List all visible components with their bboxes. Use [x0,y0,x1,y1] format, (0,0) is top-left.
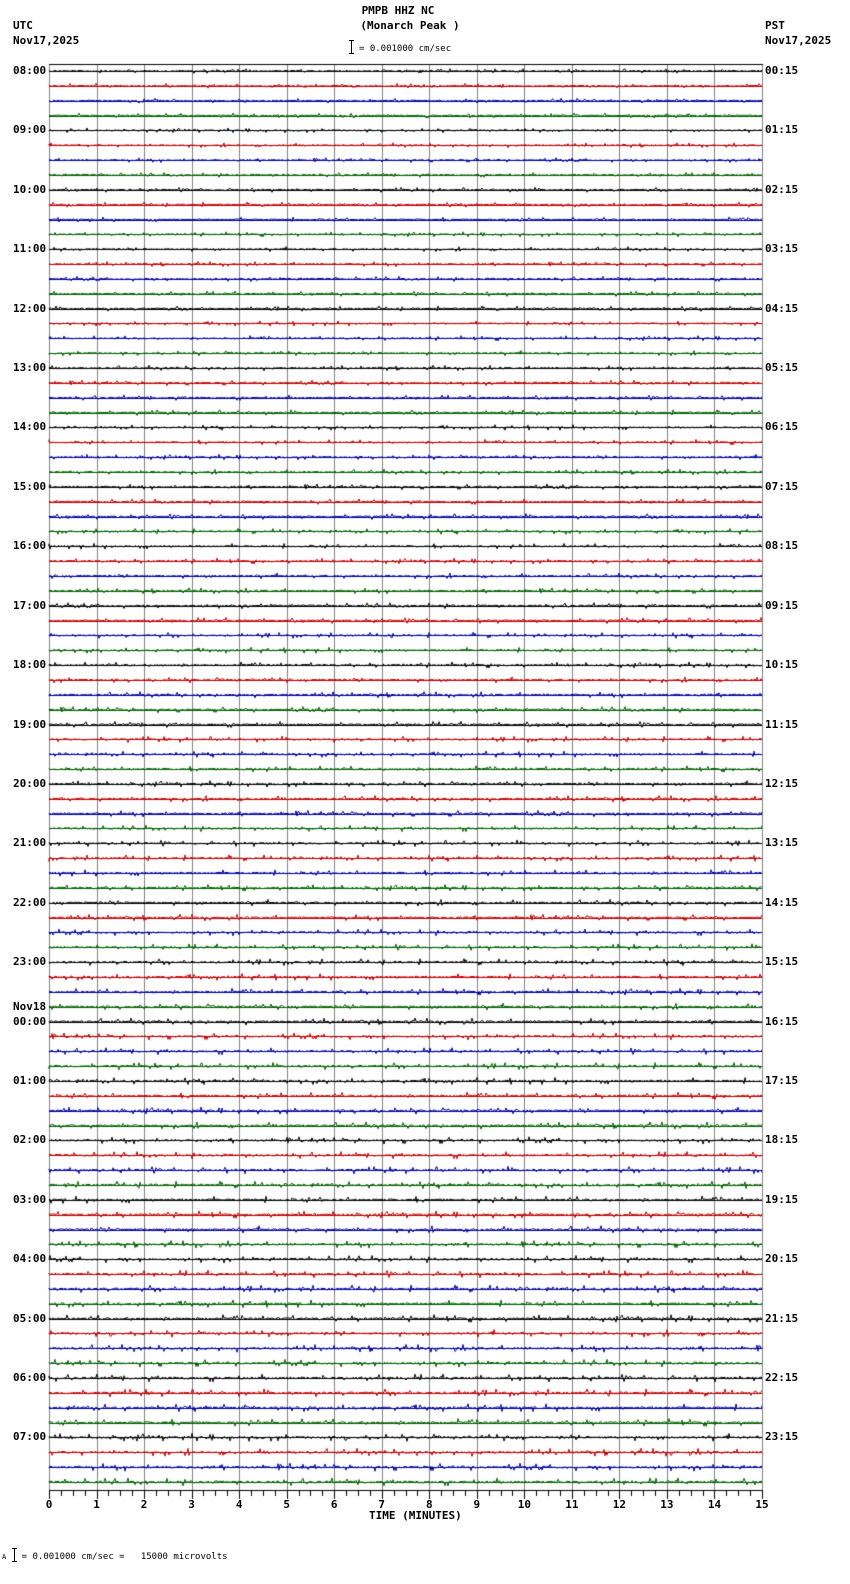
utc-hour-label: 01:00 [13,1073,47,1087]
utc-hour-label: 08:00 [13,64,47,77]
utc-hour-label: 04:00 [13,1252,47,1266]
utc-hour-label: 23:00 [13,955,47,969]
left-timezone: UTC [13,19,33,32]
utc-hour-label: 11:00 [13,242,47,256]
scale-bar-icon [12,1548,17,1562]
pst-hour-label: 07:15 [765,479,799,493]
x-tick-label: 5 [283,1498,290,1511]
scale-bar-icon [349,40,354,54]
utc-hour-label: 00:00 [13,1014,47,1028]
x-tick-label: 7 [378,1498,386,1511]
pst-hour-label: 15:15 [765,955,799,969]
pst-hour-label: 02:15 [765,182,799,196]
pst-hour-label: 12:15 [765,776,799,790]
utc-date-label: Nov18 [13,999,47,1013]
x-tick-label: 8 [425,1498,433,1511]
footer-prefix: A [2,1553,7,1561]
utc-hour-label: 21:00 [13,836,47,850]
pst-hour-label: 00:15 [765,64,799,77]
footer-scale-text: = 0.001000 cm/sec = 15000 microvolts [21,1552,228,1562]
station-code: PMPB HHZ NC [361,4,435,17]
x-tick-label: 2 [140,1498,148,1511]
utc-hour-label: 22:00 [13,895,47,909]
pst-hour-label: 03:15 [765,242,799,256]
station-name: (Monarch Peak ) [360,19,460,32]
utc-hour-label: 03:00 [13,1192,47,1206]
utc-hour-label: 07:00 [13,1430,47,1444]
utc-hour-label: 05:00 [13,1311,47,1325]
x-tick-label: 9 [473,1498,481,1511]
footer-scale [2,1548,228,1563]
utc-hour-label: 20:00 [13,776,47,790]
pst-hour-label: 09:15 [765,598,799,612]
utc-hour-label: 02:00 [13,1133,47,1147]
pst-hour-label: 08:15 [765,539,799,553]
pst-hour-label: 19:15 [765,1192,799,1206]
utc-hour-label: 19:00 [13,717,47,731]
pst-hour-label: 14:15 [765,895,799,909]
pst-hour-label: 01:15 [765,123,799,137]
x-tick-label: 10 [517,1498,531,1511]
pst-hour-label: 16:15 [765,1014,799,1028]
x-tick-label: 1 [93,1498,100,1511]
pst-hour-label: 13:15 [765,836,799,850]
x-tick-label: 12 [612,1498,627,1511]
header-scale-text: = 0.001000 cm/sec [359,44,452,54]
x-tick-label: 13 [660,1498,674,1511]
utc-hour-label: 09:00 [13,123,47,137]
utc-hour-label: 06:00 [13,1371,47,1385]
utc-hour-label: 10:00 [13,182,47,196]
utc-hour-label: 16:00 [13,539,47,553]
left-date: Nov17,2025 [13,34,80,47]
pst-hour-label: 20:15 [765,1252,799,1266]
right-timezone: PST [765,19,785,32]
pst-hour-label: 21:15 [765,1311,799,1325]
pst-hour-label: 04:15 [765,301,799,315]
pst-hour-label: 17:15 [765,1073,799,1087]
x-axis-title: TIME (MINUTES) [369,1509,462,1522]
x-tick-label: 6 [330,1498,338,1511]
pst-hour-label: 18:15 [765,1133,799,1147]
utc-hour-label: 14:00 [13,420,47,434]
x-tick-label: 4 [235,1498,243,1511]
header-scale [349,40,451,55]
x-tick-label: 0 [45,1498,53,1511]
utc-hour-label: 17:00 [13,598,47,612]
utc-hour-label: 18:00 [13,658,47,672]
pst-hour-label: 10:15 [765,658,799,672]
x-tick-label: 3 [188,1498,195,1511]
x-tick-label: 14 [707,1498,722,1511]
pst-hour-label: 11:15 [765,717,799,731]
right-date: Nov17,2025 [765,34,832,47]
x-tick-label: 11 [565,1498,579,1511]
pst-hour-label: 23:15 [765,1430,799,1444]
utc-hour-label: 13:00 [13,361,47,375]
x-tick-label: 15 [755,1498,769,1511]
utc-hour-label: 15:00 [13,479,47,493]
pst-hour-label: 06:15 [765,420,799,434]
pst-hour-label: 22:15 [765,1371,799,1385]
utc-hour-label: 12:00 [13,301,47,315]
pst-hour-label: 05:15 [765,361,799,375]
